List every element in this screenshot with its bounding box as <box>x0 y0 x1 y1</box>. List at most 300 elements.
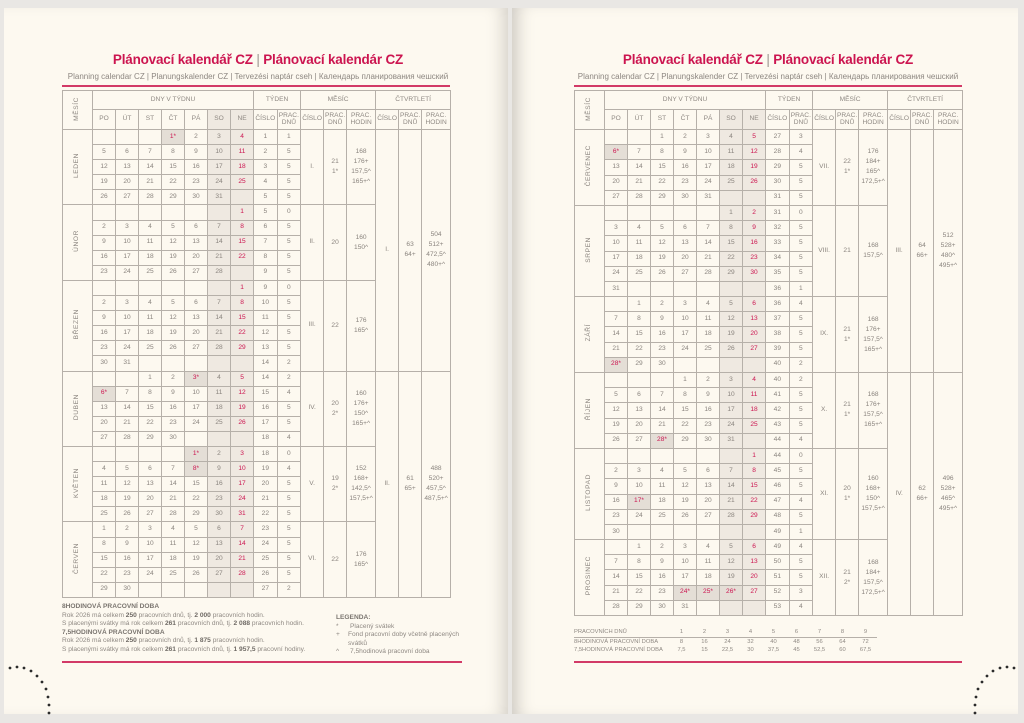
month-work-days <box>836 297 859 373</box>
month-work-hours <box>859 205 888 296</box>
week-number: 49 <box>766 524 790 539</box>
day-cell: 27 <box>674 266 697 281</box>
day-cell: 14 <box>720 479 743 494</box>
week-work-days: 5 <box>277 401 301 416</box>
header-sub: ČÍSLO <box>376 110 399 130</box>
day-cell: 22 <box>93 567 116 582</box>
day-cell: 24 <box>116 341 139 356</box>
week-work-days: 5 <box>789 160 813 175</box>
week-number: 34 <box>766 251 790 266</box>
cell-value: 176+ <box>865 401 881 409</box>
day-cell: 19 <box>674 494 697 509</box>
day-cell: 6 <box>628 388 651 403</box>
header-sub: PRAC. HODIN <box>422 110 451 130</box>
week-work-days: 5 <box>789 312 813 327</box>
day-cell: 22 <box>628 585 651 600</box>
week-work-days: 0 <box>789 448 813 463</box>
header-sub: ČÍSLO <box>813 110 836 130</box>
day-cell: 6* <box>93 386 116 401</box>
week-number: 1 <box>254 130 278 145</box>
day-cell: 25 <box>162 567 185 582</box>
page-title-right: Plánovací kalendář CZ | Plánovací kalendár CZ <box>622 52 914 67</box>
day-cell <box>743 190 766 205</box>
day-cell: 1 <box>651 130 674 145</box>
day-cell: 26 <box>162 341 185 356</box>
cell-value: 528+ <box>940 485 956 492</box>
day-cell <box>697 281 720 296</box>
week-work-days: 5 <box>277 265 301 280</box>
month-name <box>63 371 93 446</box>
workdays-hours-table <box>574 628 877 655</box>
day-cell: 2 <box>651 297 674 312</box>
week-number: 40 <box>766 357 790 372</box>
day-cell: 15 <box>628 327 651 342</box>
legend-item <box>336 648 461 657</box>
week-number: 40 <box>766 373 790 388</box>
workdays-row <box>574 646 877 655</box>
day-cell: 18 <box>651 494 674 509</box>
week-work-days: 5 <box>789 342 813 357</box>
header-sub: PRAC. DNŮ <box>911 110 934 130</box>
day-cell: 26 <box>231 416 254 431</box>
workdays-value: 4 <box>739 628 762 637</box>
day-cell: 29 <box>674 433 697 448</box>
day-cell: 7 <box>720 464 743 479</box>
calendar-table-h2 <box>574 90 963 616</box>
day-cell: 24 <box>231 492 254 507</box>
day-cell: 11 <box>139 311 162 326</box>
day-cell: 3 <box>720 373 743 388</box>
note-line <box>62 620 305 629</box>
day-cell: 9 <box>743 221 766 236</box>
day-cell: 23 <box>116 567 139 582</box>
day-cell: 14 <box>208 235 231 250</box>
working-time-notes <box>62 603 305 655</box>
week-work-days: 5 <box>277 296 301 311</box>
day-cell: 7 <box>231 522 254 537</box>
day-cell: 2 <box>605 464 628 479</box>
day-cell: 15 <box>651 160 674 175</box>
month-name <box>575 297 605 373</box>
week-work-days: 5 <box>789 479 813 494</box>
week-number: 3 <box>254 160 278 175</box>
day-cell: 29 <box>651 190 674 205</box>
day-cell: 1 <box>628 297 651 312</box>
day-cell: 5 <box>674 464 697 479</box>
day-cell: 18 <box>139 326 162 341</box>
cell-value: 184+ <box>865 158 881 166</box>
day-cell: 7 <box>139 145 162 160</box>
week-work-days: 4 <box>277 386 301 401</box>
day-cell: 5 <box>116 462 139 477</box>
header-weekday: SO <box>720 110 743 130</box>
day-cell: 28 <box>116 431 139 446</box>
day-cell: 5 <box>743 130 766 145</box>
note-text: Rok 2026 má celkem <box>62 637 126 645</box>
week-number: 20 <box>254 477 278 492</box>
note-line <box>62 646 305 655</box>
week-number: 13 <box>254 341 278 356</box>
day-cell: 3 <box>674 540 697 555</box>
day-cell <box>185 205 208 220</box>
day-cell: 18 <box>139 250 162 265</box>
day-cell: 30 <box>697 433 720 448</box>
month-work-days <box>324 371 347 446</box>
day-cell: 30 <box>651 600 674 615</box>
header-weekday: PO <box>93 110 116 130</box>
workdays-value: 64 <box>839 638 846 645</box>
header-month <box>63 91 93 130</box>
day-cell: 22 <box>139 416 162 431</box>
day-cell: 12 <box>116 477 139 492</box>
day-cell <box>116 205 139 220</box>
workdays-value: 48 <box>793 638 800 645</box>
day-cell: 21 <box>116 416 139 431</box>
day-cell: 31 <box>697 190 720 205</box>
day-cell: 17 <box>208 160 231 175</box>
day-cell: 31 <box>116 356 139 371</box>
day-cell: 18 <box>231 160 254 175</box>
day-cell: 30 <box>116 582 139 597</box>
week-number: 41 <box>766 388 790 403</box>
day-cell: 29 <box>162 190 185 205</box>
day-cell: 12 <box>651 236 674 251</box>
day-cell: 21 <box>139 175 162 190</box>
quarter-number: I. <box>376 130 399 372</box>
week-work-days: 5 <box>789 327 813 342</box>
day-cell: 27 <box>185 265 208 280</box>
workdays-value: 15 <box>701 647 708 654</box>
day-cell <box>185 582 208 597</box>
week-row <box>575 130 963 145</box>
header-weekday: NE <box>743 110 766 130</box>
workdays-value: 2 <box>693 628 716 637</box>
header-weekday: SO <box>208 110 231 130</box>
day-cell: 8 <box>628 555 651 570</box>
divider <box>62 661 462 663</box>
legend-text: Placený svátek <box>350 622 395 630</box>
week-work-days: 4 <box>789 433 813 448</box>
header-weekday: PÁ <box>697 110 720 130</box>
workdays-value: 5 <box>762 628 785 637</box>
week-work-days: 5 <box>789 388 813 403</box>
day-cell: 13 <box>116 160 139 175</box>
day-cell: 17 <box>720 403 743 418</box>
note-text: S placenými svátky má rok celkem <box>62 620 165 628</box>
day-cell: 14 <box>116 401 139 416</box>
header-quarter: ČTVRTLETÍ <box>376 91 451 110</box>
cell-value: 480+^ <box>427 261 446 269</box>
day-cell: 27 <box>743 585 766 600</box>
day-cell <box>605 130 628 145</box>
day-cell <box>651 205 674 220</box>
day-cell: 18 <box>743 403 766 418</box>
day-cell: 10 <box>139 537 162 552</box>
day-cell <box>185 431 208 446</box>
cell-value: 21 <box>843 401 851 409</box>
day-cell: 27 <box>628 433 651 448</box>
week-number: 16 <box>254 401 278 416</box>
day-cell: 10 <box>231 462 254 477</box>
day-cell: 3 <box>697 130 720 145</box>
week-work-days: 5 <box>277 522 301 537</box>
day-cell <box>743 600 766 615</box>
day-cell <box>605 297 628 312</box>
day-cell: 19 <box>720 327 743 342</box>
month-work-hours <box>347 446 376 521</box>
cell-value: 19 <box>331 475 339 483</box>
day-cell: 13 <box>674 236 697 251</box>
week-work-days: 5 <box>789 251 813 266</box>
month-number: V. <box>301 446 324 521</box>
cell-value: 168 <box>867 391 879 399</box>
day-cell: 1* <box>185 446 208 461</box>
day-cell: 10 <box>674 555 697 570</box>
day-cell: 13 <box>743 555 766 570</box>
day-cell: 10 <box>116 235 139 250</box>
day-cell: 5 <box>605 388 628 403</box>
day-cell: 23 <box>651 585 674 600</box>
day-cell: 9 <box>651 555 674 570</box>
day-cell: 4 <box>139 220 162 235</box>
day-cell: 10 <box>185 386 208 401</box>
day-cell: 31 <box>231 507 254 522</box>
week-work-days: 5 <box>789 464 813 479</box>
day-cell <box>139 205 162 220</box>
day-cell: 21 <box>628 175 651 190</box>
cell-value: 168 <box>867 242 879 249</box>
day-cell: 24 <box>628 509 651 524</box>
day-cell: 20 <box>743 327 766 342</box>
workdays-value: 30 <box>747 647 754 654</box>
cell-value: 65+ <box>404 485 416 493</box>
cell-value: 488 <box>430 465 442 473</box>
day-cell: 10 <box>208 145 231 160</box>
day-cell: 28 <box>720 509 743 524</box>
cell-value: 2* <box>331 409 339 417</box>
day-cell: 21 <box>720 494 743 509</box>
cell-value: 22 <box>331 555 339 563</box>
day-cell: 28 <box>208 341 231 356</box>
cell-value: 21 <box>843 247 851 254</box>
cell-value: 142,5^ <box>351 485 371 493</box>
day-cell: 24 <box>605 266 628 281</box>
day-cell: 6 <box>185 296 208 311</box>
week-work-days: 5 <box>277 311 301 326</box>
day-cell: 17* <box>628 494 651 509</box>
day-cell: 19 <box>231 401 254 416</box>
week-work-days: 5 <box>277 175 301 190</box>
header-quarter: ČTVRTLETÍ <box>888 91 963 110</box>
day-cell: 5 <box>720 297 743 312</box>
day-cell: 12 <box>185 537 208 552</box>
week-work-days: 5 <box>277 552 301 567</box>
week-work-days: 5 <box>277 567 301 582</box>
cell-value: 61 <box>406 475 414 483</box>
day-cell: 8 <box>162 145 185 160</box>
day-cell <box>162 356 185 371</box>
month-name-label: KVĚTEN <box>73 467 81 498</box>
week-work-days: 5 <box>789 190 813 205</box>
day-cell: 8* <box>185 462 208 477</box>
day-cell: 21 <box>208 326 231 341</box>
week-number: 14 <box>254 371 278 386</box>
day-cell: 22 <box>185 492 208 507</box>
week-number: 39 <box>766 342 790 357</box>
day-cell: 11 <box>628 236 651 251</box>
month-number: XI. <box>813 448 836 539</box>
day-cell: 3 <box>116 296 139 311</box>
day-cell <box>231 431 254 446</box>
cell-value: 157,5^ <box>863 335 883 343</box>
day-cell <box>93 205 116 220</box>
day-cell: 5 <box>651 221 674 236</box>
day-cell <box>628 205 651 220</box>
legend-item <box>336 623 461 632</box>
day-cell: 10 <box>116 311 139 326</box>
day-cell: 13 <box>185 235 208 250</box>
month-name <box>575 373 605 449</box>
day-cell: 19 <box>93 175 116 190</box>
day-cell: 2 <box>93 296 116 311</box>
month-name <box>63 130 93 205</box>
day-cell: 14 <box>628 160 651 175</box>
day-cell: 7 <box>605 555 628 570</box>
day-cell: 22 <box>743 494 766 509</box>
day-cell: 3 <box>231 446 254 461</box>
header-days-of-week: DNY V TÝDNU <box>605 91 766 110</box>
day-cell: 7 <box>116 386 139 401</box>
day-cell: 14 <box>231 537 254 552</box>
note-text: pracovních hodin. <box>250 620 304 628</box>
month-work-hours <box>859 373 888 449</box>
workdays-value: 6 <box>785 628 808 637</box>
quarter-work-hours <box>934 130 963 373</box>
cell-value: 512 <box>942 232 954 239</box>
note-text: S placenými svátky má rok celkem <box>62 645 165 653</box>
day-cell <box>208 280 231 295</box>
day-cell <box>162 205 185 220</box>
note-text: 250 <box>125 611 137 619</box>
day-cell: 30 <box>208 507 231 522</box>
day-cell: 2 <box>674 130 697 145</box>
cell-value: 22 <box>331 321 339 329</box>
day-cell: 25 <box>139 341 162 356</box>
legend-symbol: * <box>336 622 339 630</box>
week-work-days: 0 <box>277 205 301 220</box>
cell-value: 150^ <box>354 409 369 417</box>
workdays-value: 1 <box>670 628 693 637</box>
day-cell: 28 <box>605 600 628 615</box>
header-sub: PRAC. HODIN <box>859 110 888 130</box>
cell-value: 1* <box>843 168 851 176</box>
workdays-value: 60 <box>839 647 846 654</box>
week-work-days: 3 <box>789 585 813 600</box>
day-cell: 12 <box>231 386 254 401</box>
day-cell: 6* <box>605 145 628 160</box>
cell-value: 520+ <box>428 475 444 483</box>
day-cell: 27 <box>208 567 231 582</box>
day-cell: 8 <box>674 388 697 403</box>
note-text: pracovních dnů, tj. <box>175 620 234 628</box>
day-cell: 16 <box>743 236 766 251</box>
day-cell: 9 <box>674 145 697 160</box>
day-cell: 11 <box>651 479 674 494</box>
day-cell: 2 <box>116 522 139 537</box>
day-cell: 8 <box>139 386 162 401</box>
day-cell: 11 <box>93 477 116 492</box>
day-cell: 9 <box>605 479 628 494</box>
day-cell: 23 <box>93 265 116 280</box>
day-cell: 21 <box>162 492 185 507</box>
calendar-table-h1 <box>62 90 451 598</box>
day-cell: 26 <box>720 342 743 357</box>
week-work-days: 2 <box>789 357 813 372</box>
day-cell: 8 <box>231 220 254 235</box>
day-cell: 15 <box>139 401 162 416</box>
day-cell: 12 <box>162 235 185 250</box>
month-work-hours <box>347 205 376 280</box>
title-cz: Plánovací kalendář CZ <box>112 52 253 67</box>
day-cell: 1 <box>628 540 651 555</box>
header-month <box>575 91 605 130</box>
day-cell: 23 <box>162 416 185 431</box>
day-cell: 26 <box>116 507 139 522</box>
workdays-value: 45 <box>793 647 800 654</box>
day-cell: 8 <box>628 312 651 327</box>
week-number: 27 <box>766 130 790 145</box>
cell-value: 165^ <box>866 168 881 176</box>
day-cell: 28 <box>208 265 231 280</box>
cell-value: 157,5+^ <box>861 505 885 512</box>
day-cell: 3 <box>139 522 162 537</box>
week-number: 44 <box>766 448 790 463</box>
cell-value: 496 <box>942 475 954 482</box>
day-cell: 7 <box>605 312 628 327</box>
workdays-value: 7 <box>808 628 831 637</box>
week-number: 48 <box>766 509 790 524</box>
day-cell: 31 <box>674 600 697 615</box>
cell-value: 21 <box>843 568 851 576</box>
cell-value: 160 <box>355 389 367 397</box>
note-text: 2 000 <box>194 611 211 619</box>
day-cell: 17 <box>116 250 139 265</box>
cell-value: 176 <box>867 148 879 156</box>
day-cell: 11 <box>208 386 231 401</box>
day-cell: 22 <box>720 251 743 266</box>
day-cell: 15 <box>93 552 116 567</box>
day-cell <box>697 600 720 615</box>
week-work-days: 5 <box>789 570 813 585</box>
cell-value: 157,5+^ <box>349 495 373 503</box>
day-cell: 6 <box>208 522 231 537</box>
cell-value: 157,5^ <box>863 252 883 259</box>
cell-value: 2* <box>843 578 851 586</box>
day-cell: 19 <box>162 250 185 265</box>
week-work-days: 5 <box>789 236 813 251</box>
day-cell: 20 <box>674 251 697 266</box>
day-cell: 3 <box>674 297 697 312</box>
week-number: 38 <box>766 327 790 342</box>
day-cell: 19 <box>162 326 185 341</box>
workdays-value: 72 <box>862 638 869 645</box>
day-cell: 25 <box>139 265 162 280</box>
quarter-work-days <box>911 373 934 616</box>
day-cell: 29 <box>628 357 651 372</box>
day-cell: 4 <box>743 373 766 388</box>
day-cell: 7 <box>651 388 674 403</box>
day-cell <box>208 582 231 597</box>
